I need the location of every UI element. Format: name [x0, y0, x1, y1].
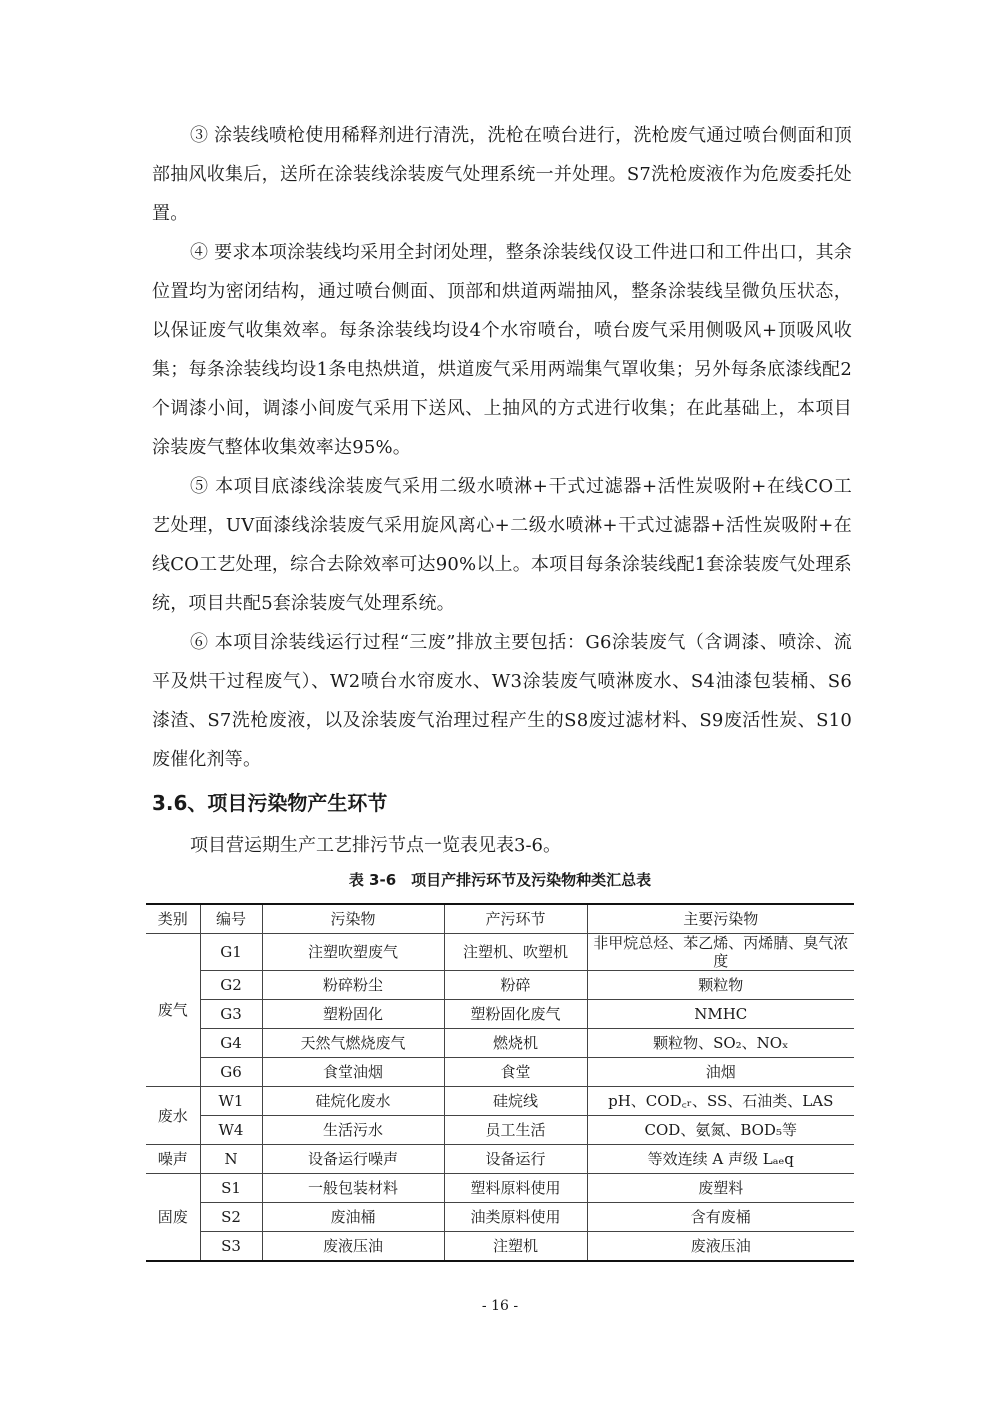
table-cell: 含有废桶 [587, 1203, 854, 1232]
table-cell: 生活污水 [262, 1116, 444, 1145]
pollutant-table [146, 903, 854, 1262]
table-cell: 天然气燃烧废气 [262, 1029, 444, 1058]
paragraph-5: ⑤ 本项目底漆线涂装废气采用二级水喷淋+干式过滤器+活性炭吸附+在线CO工艺处理，UV面漆线涂装废气采用旋风离心+二级水喷淋+干式过滤器+活性炭吸附+在线CO工艺处理，综合去除效率可达90%以上。本项目每条涂装线配1套涂装废气处理系统，项目共配5套涂装废气处理系统。 [152, 476, 852, 614]
category-cell: 废气 [146, 934, 200, 1087]
table-cell: 食堂油烟 [262, 1058, 444, 1087]
table-cell: S1 [200, 1174, 262, 1203]
header-cell: 主要污染物 [587, 904, 854, 934]
table-cell: 员工生活 [444, 1116, 587, 1145]
table-cell: W4 [200, 1116, 262, 1145]
table-cell: G6 [200, 1058, 262, 1087]
paragraph-6: ⑥ 本项目涂装线运行过程“三废”排放主要包括：G6涂装废气（含调漆、喷涂、流平及烘干过程废气）、W2喷台水帘废水、W3涂装废气喷淋废水、S4油漆包装桶、S6漆渣、S7洗枪废液，以及涂装废气治理过程产生的S8废过滤材料、S9废活性炭、S10废催化剂等。 [152, 632, 852, 770]
table-cell: pH、COD꜀ᵣ、SS、石油类、LAS [587, 1087, 854, 1116]
table-cell: 食堂 [444, 1058, 587, 1087]
table-cell: W1 [200, 1087, 262, 1116]
page-number: - 16 - [481, 1298, 519, 1314]
table-cell: 非甲烷总烃、苯乙烯、丙烯腈、臭气浓度 [587, 934, 854, 971]
table-cell: G4 [200, 1029, 262, 1058]
table-row [146, 1000, 854, 1029]
table-cell: 废塑料 [587, 1174, 854, 1203]
table-row [146, 1203, 854, 1232]
table-cell: N [200, 1145, 262, 1174]
table-cell: 废液压油 [262, 1232, 444, 1262]
table-cell: 等效连续 A 声级 Lₐₑq [587, 1145, 854, 1174]
header-cell: 类别 [146, 904, 200, 934]
table-cell: S3 [200, 1232, 262, 1262]
table-cell: 设备运行 [444, 1145, 587, 1174]
table-cell: 注塑机、吹塑机 [444, 934, 587, 971]
table-cell: 设备运行噪声 [262, 1145, 444, 1174]
header-cell: 编号 [200, 904, 262, 934]
table-cell: 废液压油 [587, 1232, 854, 1262]
table-cell: 油类原料使用 [444, 1203, 587, 1232]
table-cell: 硅烷化废水 [262, 1087, 444, 1116]
table-cell: G3 [200, 1000, 262, 1029]
category-cell: 固废 [146, 1174, 200, 1262]
table-row [146, 1029, 854, 1058]
body-text [152, 116, 852, 779]
table-row [146, 1087, 854, 1116]
table-row [146, 1174, 854, 1203]
table-cell: S2 [200, 1203, 262, 1232]
paragraph-4: ④ 要求本项涂装线均采用全封闭处理，整条涂装线仅设工件进口和工件出口，其余位置均为密闭结构，通过喷台侧面、顶部和烘道两端抽风，整条涂装线呈微负压状态，以保证废气收集效率。每条涂装线均设4个水帘喷台，喷台废气采用侧吸风+顶吸风收集；每条涂装线均设1条电热烘道，烘道废气采用两端集气罩收集；另外每条底漆线配2个调漆小间，调漆小间废气采用下送风、上抽风的方式进行收集；在此基础上，本项目涂装废气整体收集效率达95%。 [152, 242, 852, 458]
table-cell: G1 [200, 934, 262, 971]
table-cell: 注塑吹塑废气 [262, 934, 444, 971]
table-cell: 塑粉固化废气 [444, 1000, 587, 1029]
table-cell: 塑粉固化 [262, 1000, 444, 1029]
table-cell: NMHC [587, 1000, 854, 1029]
category-cell: 噪声 [146, 1145, 200, 1174]
table-header-row [146, 904, 854, 934]
table-row [146, 1116, 854, 1145]
table-row [146, 1145, 854, 1174]
table-cell: G2 [200, 971, 262, 1000]
table-cell: COD、氨氮、BOD₅等 [587, 1116, 854, 1145]
table-row [146, 1232, 854, 1262]
table-cell: 注塑机 [444, 1232, 587, 1262]
table-row [146, 971, 854, 1000]
table-cell: 燃烧机 [444, 1029, 587, 1058]
table-cell: 一般包装材料 [262, 1174, 444, 1203]
table-cell: 硅烷线 [444, 1087, 587, 1116]
category-cell: 废水 [146, 1087, 200, 1145]
header-cell: 产污环节 [444, 904, 587, 934]
table-cell: 塑料原料使用 [444, 1174, 587, 1203]
paragraph-3: ③ 涂装线喷枪使用稀释剂进行清洗，洗枪在喷台进行，洗枪废气通过喷台侧面和顶部抽风收集后，送所在涂装线涂装废气处理系统一并处理。S7洗枪废液作为危废委托处置。 [152, 125, 852, 224]
header-cell: 污染物 [262, 904, 444, 934]
table-cell: 粉碎 [444, 971, 587, 1000]
table-row [146, 934, 854, 971]
section-heading: 3.6、项目污染物产生环节 [152, 791, 388, 815]
intro-text: 项目营运期生产工艺排污节点一览表见表3-6。 [190, 835, 561, 856]
table-caption: 表 3-6 项目产排污环节及污染物种类汇总表 [348, 871, 652, 889]
table-row [146, 1058, 854, 1087]
table-cell: 颗粒物 [587, 971, 854, 1000]
table-cell: 粉碎粉尘 [262, 971, 444, 1000]
table-cell: 颗粒物、SO₂、NOₓ [587, 1029, 854, 1058]
table-cell: 油烟 [587, 1058, 854, 1087]
table-cell: 废油桶 [262, 1203, 444, 1232]
